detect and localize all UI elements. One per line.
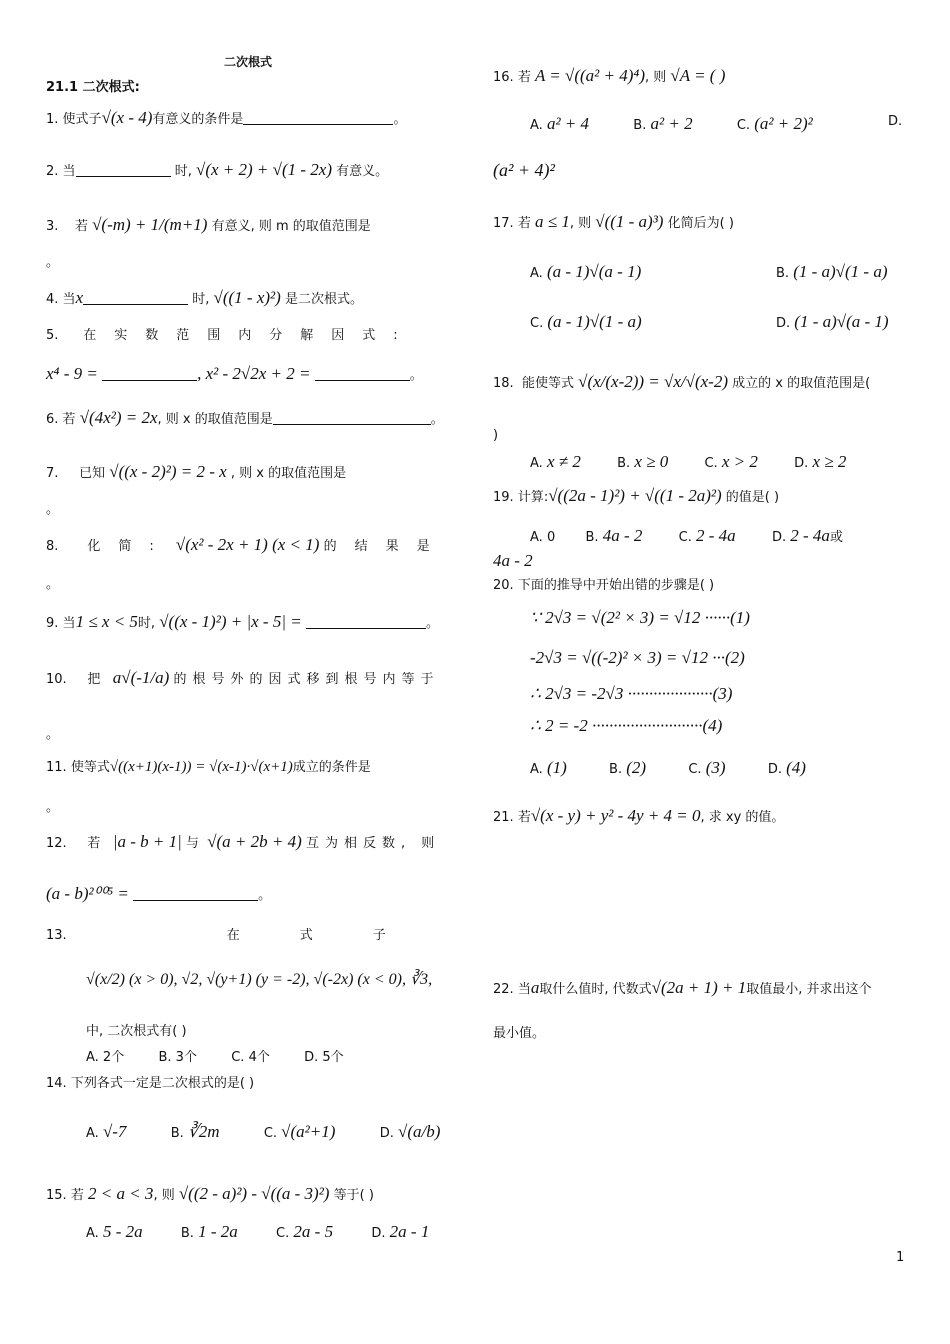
question-18-options: A. x ≠ 2 B. x ≥ 0 C. x > 2 D. x ≥ 2 xyxy=(530,452,847,471)
option-c[interactable]: (a - 1)√(1 - a) xyxy=(547,312,642,331)
question-5-formula: x⁴ - 9 = , x² - 2√2x + 2 = 。 xyxy=(46,364,423,383)
question-4: 4. 当x 时, √((1 - x)²) 是二次根式。 xyxy=(46,288,363,307)
option-a[interactable]: a² + 4 xyxy=(546,114,590,133)
question-3: 3. 若 √(-m) + 1/(m+1) 有意义, 则 m 的取值范围是 xyxy=(46,215,371,234)
option-b[interactable]: 1 - 2a xyxy=(198,1222,238,1241)
page-number: 1 xyxy=(896,1250,905,1265)
option-c[interactable]: (a² + 2)² xyxy=(754,114,813,133)
question-15-options: A. 5 - 2a B. 1 - 2a C. 2a - 5 D. 2a - 1 xyxy=(86,1222,430,1241)
question-13: 13. 在式子 xyxy=(46,928,446,943)
question-8: 8. 化简: √(x² - 2x + 1) (x < 1) 的结果是 xyxy=(46,535,448,554)
option-b[interactable]: x ≥ 0 xyxy=(634,452,669,471)
option-d[interactable]: (4) xyxy=(786,758,806,777)
option-b[interactable]: (1 - a)√(1 - a) xyxy=(793,262,888,281)
question-17: 17. 若 a ≤ 1, 则 √((1 - a)³) 化简后为( ) xyxy=(493,212,734,231)
step-4: ∴ 2 = -2 ··························(4) xyxy=(530,716,723,735)
option-d[interactable]: 2 - 4a xyxy=(790,526,830,545)
question-13-options xyxy=(86,1050,344,1066)
option-b[interactable]: ∛2m xyxy=(187,1122,220,1141)
option-a[interactable]: (a - 1)√(a - 1) xyxy=(546,262,642,281)
option-a[interactable]: x ≠ 2 xyxy=(546,452,581,471)
question-12: 12. 若 |a - b + 1| 与 √(a + 2b + 4) 互为相反数, 则 xyxy=(46,832,441,851)
question-14-options: A. √-7 B. ∛2m C. √(a²+1) D. √(a/b) xyxy=(86,1122,441,1141)
question-16: 16. 若 A = √((a² + 4)⁴), 则 √A = ( ) xyxy=(493,66,726,85)
option-a[interactable]: 5 - 2a xyxy=(102,1222,143,1241)
option-d[interactable]: x ≥ 2 xyxy=(812,452,847,471)
step-1: ∵ 2√3 = √(2² × 3) = √12 ······(1) xyxy=(530,608,750,627)
option-d[interactable]: (1 - a)√(a - 1) xyxy=(794,312,889,331)
option-c[interactable]: √(a²+1) xyxy=(281,1122,336,1141)
question-18: 18. 能使等式 √(x/(x-2)) = √x/√(x-2) 成立的 x 的取值范围是( xyxy=(493,372,871,391)
option-a[interactable]: √-7 xyxy=(102,1122,127,1141)
question-16-options-abc: A. a² + 4 B. a² + 2 C. (a² + 2)² xyxy=(530,114,813,133)
option-c[interactable]: C. 4个 xyxy=(231,1050,270,1065)
q2-expression: √(x + 2) + √(1 - 2x) xyxy=(195,160,332,179)
option-a[interactable]: 0 xyxy=(546,530,556,545)
question-9: 9. 当1 ≤ x < 5时, √((x - 1)²) + |x - 5| = 。 xyxy=(46,612,439,631)
option-d[interactable]: 2a - 1 xyxy=(389,1222,430,1241)
option-b[interactable]: B. 3个 xyxy=(158,1050,197,1065)
option-c[interactable]: x > 2 xyxy=(721,452,758,471)
question-19: 19. 计算:√((2a - 1)²) + √((1 - 2a)²) 的值是( ) xyxy=(493,486,780,505)
option-d[interactable]: D. 5个 xyxy=(304,1050,344,1065)
option-c[interactable]: (3) xyxy=(705,758,726,777)
option-a[interactable]: (1) xyxy=(546,758,567,777)
option-b[interactable]: (2) xyxy=(626,758,647,777)
question-14: 14. 下列各式一定是二次根式的是( ) xyxy=(46,1076,255,1091)
question-15: 15. 若 2 < a < 3, 则 √((2 - a)²) - √((a - 3)²) 等于( ) xyxy=(46,1184,374,1203)
section-heading: 21.1 二次根式: xyxy=(46,80,140,95)
option-d[interactable]: √(a/b) xyxy=(397,1122,441,1141)
step-3: ∴ 2√3 = -2√3 ····················(3) xyxy=(530,684,733,703)
question-19-options: A. 0 B. 4a - 2 C. 2 - 4a D. 2 - 4a或 xyxy=(530,526,843,545)
option-b[interactable]: a² + 2 xyxy=(650,114,693,133)
question-20-options: A. (1) B. (2) C. (3) D. (4) xyxy=(530,758,806,777)
question-10: 10. 把 a√(-1/a) 的根号外的因式移到根号内等于 xyxy=(46,668,440,687)
question-7: 7. 已知 √((x - 2)²) = 2 - x , 则 x 的取值范围是 xyxy=(46,462,347,481)
question-13-formula: √(x/2) (x > 0), √2, √(y+1) (y = -2), √(-2x) (x < 0), ∛3, xyxy=(86,971,433,988)
step-2: -2√3 = √((-2)² × 3) = √12 ···(2) xyxy=(530,648,745,667)
page-title: 二次根式 xyxy=(224,55,273,69)
question-5: 5. 在实数范围内分解因式: xyxy=(46,328,416,343)
question-1: 1. 使式子√(x - 4)有意义的条件是 。 xyxy=(46,108,407,127)
option-c[interactable]: 2a - 5 xyxy=(293,1222,334,1241)
q3-expression: √(-m) + 1/(m+1) xyxy=(92,215,208,234)
q4-radical: √((1 - x)²) xyxy=(213,288,281,307)
question-2: 2. 当 时, √(x + 2) + √(1 - 2x) 有意义。 xyxy=(46,160,389,179)
question-11: 11. 使等式√((x+1)(x-1)) = √(x-1)·√(x+1)成立的条件是 xyxy=(46,759,371,775)
question-6: 6. 若 √(4x²) = 2x, 则 x 的取值范围是 。 xyxy=(46,408,444,427)
question-22: 22. 当a取什么值时, 代数式√(2a + 1) + 1取值最小, 并求出这个 xyxy=(493,978,872,997)
option-a[interactable]: A. 2个 xyxy=(86,1050,125,1065)
q1-radical: √(x - 4) xyxy=(101,108,153,127)
option-b[interactable]: 4a - 2 xyxy=(602,526,643,545)
option-c[interactable]: 2 - 4a xyxy=(696,526,736,545)
question-20: 20. 下面的推导中开始出错的步骤是( ) xyxy=(493,578,715,593)
option-d[interactable]: (a² + 4)² xyxy=(493,160,555,180)
question-21: 21. 若√(x - y) + y² - 4y + 4 = 0, 求 xy 的值。 xyxy=(493,806,785,825)
